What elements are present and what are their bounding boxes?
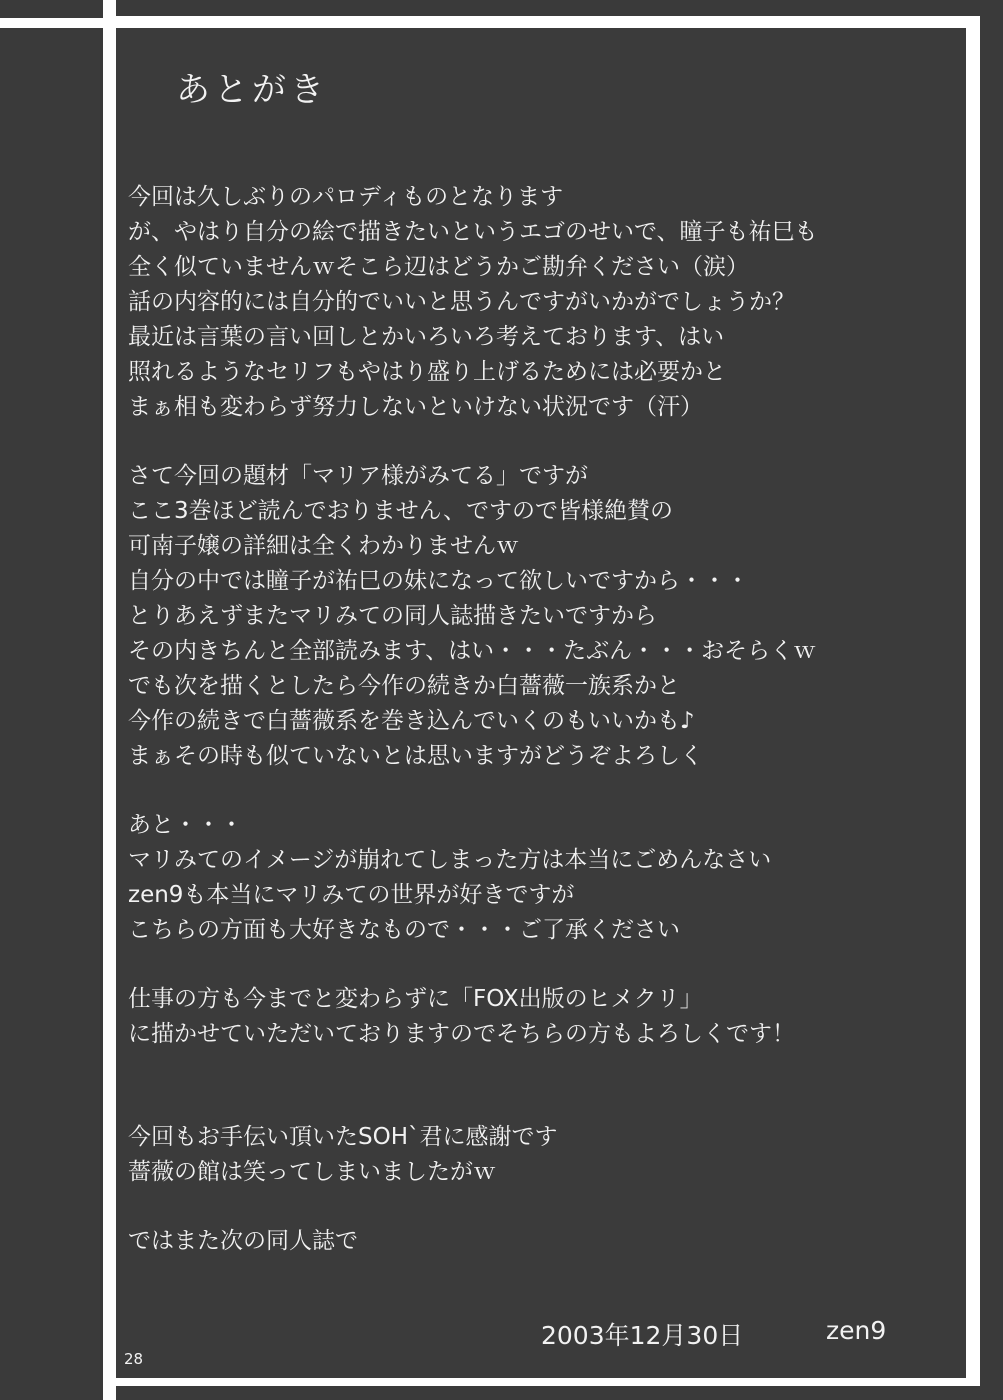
top-border-strip-right [116, 0, 1003, 16]
text-line: とりあえずまたマリみての同人誌描きたいですから [128, 603, 657, 629]
text-line: まぁ相も変わらず努力しないといけない状況です（汗） [128, 394, 703, 420]
text-line: マリみてのイメージが崩れてしまった方は本当にごめんなさい [128, 847, 772, 873]
text-line: その内きちんと全部読みます、はい・・・たぶん・・・おそらくｗ [128, 638, 817, 664]
text-line: 照れるようなセリフもやはり盛り上げるためには必要かと [128, 359, 726, 385]
text-line: まぁその時も似ていないとは思いますがどうぞよろしく [128, 743, 703, 769]
text-line: 自分の中では瞳子が祐巳の妹になって欲しいですから・・・ [128, 568, 749, 594]
text-line: zen9も本当にマリみての世界が好きですが [128, 882, 575, 908]
text-line: こちらの方面も大好きなもので・・・ご了承ください [128, 917, 680, 943]
paragraph [128, 982, 958, 1052]
text-line: 全く似ていませんｗそこら辺はどうかご勘弁ください（涙） [128, 254, 749, 280]
text-line: ここ3巻ほど読んでおりません、ですので皆様絶賛の [128, 498, 674, 524]
text-line: 今作の続きで白薔薇系を巻き込んでいくのもいいかも♪ [128, 708, 695, 734]
paragraph [128, 180, 958, 425]
author-signature: zen9 [826, 1316, 887, 1345]
paragraph [128, 1224, 958, 1259]
left-border-strip [0, 28, 103, 1400]
text-line: が、やはり自分の絵で描きたいというエゴのせいで、瞳子も祐巳も [128, 219, 818, 245]
page-number: 28 [124, 1350, 144, 1368]
paragraph [128, 808, 958, 948]
right-border-strip [980, 0, 1003, 1400]
bottom-border-strip [116, 1386, 1003, 1400]
text-line: 最近は言葉の言い回しとかいろいろ考えております、はい [128, 324, 725, 350]
top-border-strip-left [0, 0, 103, 18]
text-line: 可南子嬢の詳細は全くわかりませんｗ [128, 533, 519, 559]
text-line: ではまた次の同人誌で [128, 1228, 358, 1254]
text-line: 今回は久しぶりのパロディものとなります [128, 184, 564, 210]
text-line: に描かせていただいておりますのでそちらの方もよろしくです！ [128, 1021, 795, 1047]
paragraph [128, 1120, 958, 1190]
text-line: 話の内容的には自分的でいいと思うんですがいかがでしょうか？ [128, 289, 795, 315]
afterword-panel [116, 28, 966, 1378]
date: 2003年12月30日 [541, 1321, 744, 1350]
text-line: 今回もお手伝い頂いたSOH`君に感謝です [128, 1124, 558, 1150]
page-title: あとがき [176, 70, 328, 110]
paragraph [128, 459, 958, 774]
afterword-body [128, 180, 958, 1293]
text-line: 仕事の方も今までと変わらずに「FOX出版のヒメクリ」 [128, 986, 703, 1012]
text-line: さて今回の題材「マリア様がみてる」ですが [128, 463, 588, 489]
text-line: でも次を描くとしたら今作の続きか白薔薇一族系かと [128, 673, 680, 699]
text-line: あと・・・ [128, 812, 243, 838]
text-line: 薔薇の館は笑ってしまいましたがｗ [128, 1159, 496, 1185]
